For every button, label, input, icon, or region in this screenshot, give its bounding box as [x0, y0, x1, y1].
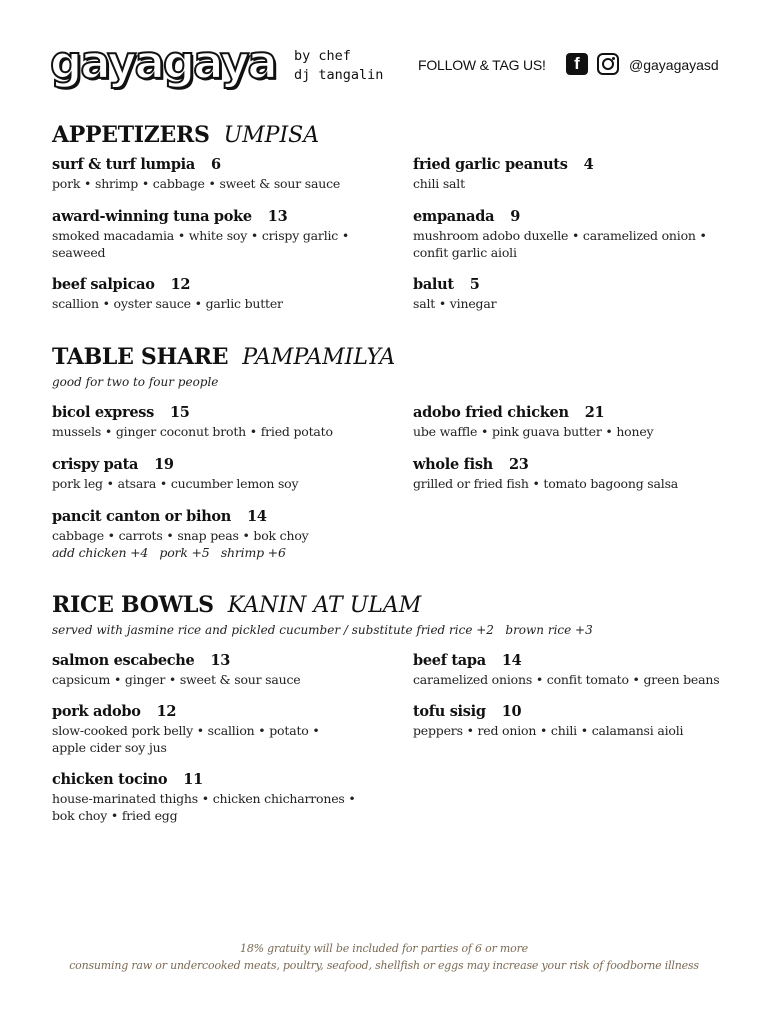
item-description: grilled or fried fish • tomato bagoong salsa: [413, 476, 679, 491]
item-name: beef tapa: [413, 652, 486, 669]
item-description: pork leg • atsara • cucumber lemon soy: [52, 476, 299, 491]
item-name: award-winning tuna poke: [52, 208, 252, 225]
item-description: salt • vinegar: [413, 296, 497, 311]
follow-label: FOLLOW & TAG US!: [418, 57, 546, 73]
item-name: pork adobo: [52, 703, 141, 720]
item-price: 15: [170, 404, 190, 421]
item-description: ube waffle • pink guava butter • honey: [413, 424, 654, 439]
appetizers-title: [52, 124, 319, 147]
menu-item-crispy-pata: [52, 456, 382, 492]
logo: gayagaya: [50, 36, 276, 89]
item-description: chili salt: [413, 176, 465, 191]
item-price: 12: [156, 703, 177, 720]
menu-item-salmon-escabeche: [52, 652, 382, 688]
item-description: mushroom adobo duxelle • caramelized onion • confit garlic aioli: [413, 228, 707, 260]
item-description: house-marinated thighs • chicken chicharrones • bok choy • fried egg: [52, 791, 356, 823]
menu-item-pork-adobo: [52, 703, 322, 756]
rice-bowls-title-tl: KANIN AT ULAM: [227, 593, 422, 618]
item-description: smoked macadamia • white soy • crispy garlic • seaweed: [52, 228, 350, 260]
food-safety-note: consuming raw or undercooked meats, poultry, seafood, shellfish or eggs may increase your risk of foodborne illness: [69, 959, 699, 972]
menu-item-balut: [413, 276, 743, 312]
rice-bowls-note: served with jasmine rice and pickled cucumber / substitute fried rice +2 brown rice +3: [52, 623, 593, 637]
item-price: 9: [510, 208, 520, 225]
byline-line-1: by chef: [294, 48, 351, 64]
item-addons: add chicken +4 pork +5 shrimp +6: [52, 545, 286, 560]
item-description: scallion • oyster sauce • garlic butter: [52, 296, 283, 311]
item-name: whole fish: [413, 456, 493, 473]
item-name: beef salpicao: [52, 276, 155, 293]
byline-line-2: dj tangalin: [294, 67, 384, 83]
item-description: pork • shrimp • cabbage • sweet & sour sauce: [52, 176, 341, 191]
social-handle[interactable]: @gayagayasd: [629, 57, 719, 73]
table-share-title-en: TABLE SHARE: [52, 344, 229, 370]
menu-item-empanada: [413, 208, 718, 261]
chef-byline: [294, 47, 383, 85]
item-price: 23: [508, 456, 529, 473]
footer-notes: [0, 940, 768, 974]
menu-item-pancit-canton: [52, 508, 382, 561]
gratuity-note: 18% gratuity will be included for parties of 6 or more: [240, 942, 528, 955]
item-description: caramelized onions • confit tomato • green beans: [413, 672, 720, 687]
item-name: adobo fried chicken: [413, 404, 569, 421]
item-name: crispy pata: [52, 456, 139, 473]
item-name: pancit canton or bihon: [52, 508, 232, 525]
item-name: salmon escabeche: [52, 652, 195, 669]
item-description: mussels • ginger coconut broth • fried potato: [52, 424, 333, 439]
item-price: 13: [267, 208, 288, 225]
appetizers-title-en: APPETIZERS: [52, 122, 210, 148]
rice-bowls-title: [52, 594, 421, 617]
item-name: surf & turf lumpia: [52, 156, 195, 173]
item-description: capsicum • ginger • sweet & sour sauce: [52, 672, 301, 687]
item-price: 11: [183, 771, 203, 788]
item-description: slow-cooked pork belly • scallion • potato • apple cider soy jus: [52, 723, 320, 755]
rice-bowls-title-en: RICE BOWLS: [52, 592, 214, 618]
appetizers-title-tl: UMPISA: [223, 123, 320, 148]
menu-item-fried-garlic-peanuts: [413, 156, 743, 192]
facebook-icon[interactable]: f: [566, 53, 588, 75]
menu-item-tuna-poke: [52, 208, 352, 261]
item-price: 14: [501, 652, 522, 669]
item-price: 14: [247, 508, 267, 525]
menu-item-chicken-tocino: [52, 771, 362, 824]
table-share-title-tl: PAMPAMILYA: [242, 345, 396, 370]
item-price: 10: [501, 703, 522, 720]
item-description: peppers • red onion • chili • calamansi aioli: [413, 723, 684, 738]
item-price: 19: [154, 456, 174, 473]
menu-item-beef-tapa: [413, 652, 753, 688]
item-price: 13: [210, 652, 231, 669]
item-name: balut: [413, 276, 454, 293]
item-price: 21: [584, 404, 605, 421]
table-share-note: good for two to four people: [52, 375, 219, 389]
item-name: bicol express: [52, 404, 155, 421]
item-name: tofu sisig: [413, 703, 486, 720]
item-price: 12: [170, 276, 191, 293]
item-price: 4: [583, 156, 594, 173]
item-name: fried garlic peanuts: [413, 156, 568, 173]
item-price: 6: [210, 156, 221, 173]
menu-item-adobo-fried-chicken: [413, 404, 743, 440]
item-price: 5: [469, 276, 480, 293]
menu-item-tofu-sisig: [413, 703, 743, 739]
menu-item-surf-turf-lumpia: [52, 156, 382, 192]
menu-item-beef-salpicao: [52, 276, 382, 312]
item-name: empanada: [413, 208, 495, 225]
table-share-title: [52, 346, 395, 369]
menu-item-whole-fish: [413, 456, 743, 492]
instagram-icon[interactable]: [597, 53, 619, 75]
menu-item-bicol-express: [52, 404, 382, 440]
item-name: chicken tocino: [52, 771, 168, 788]
item-description: cabbage • carrots • snap peas • bok choy: [52, 528, 309, 543]
